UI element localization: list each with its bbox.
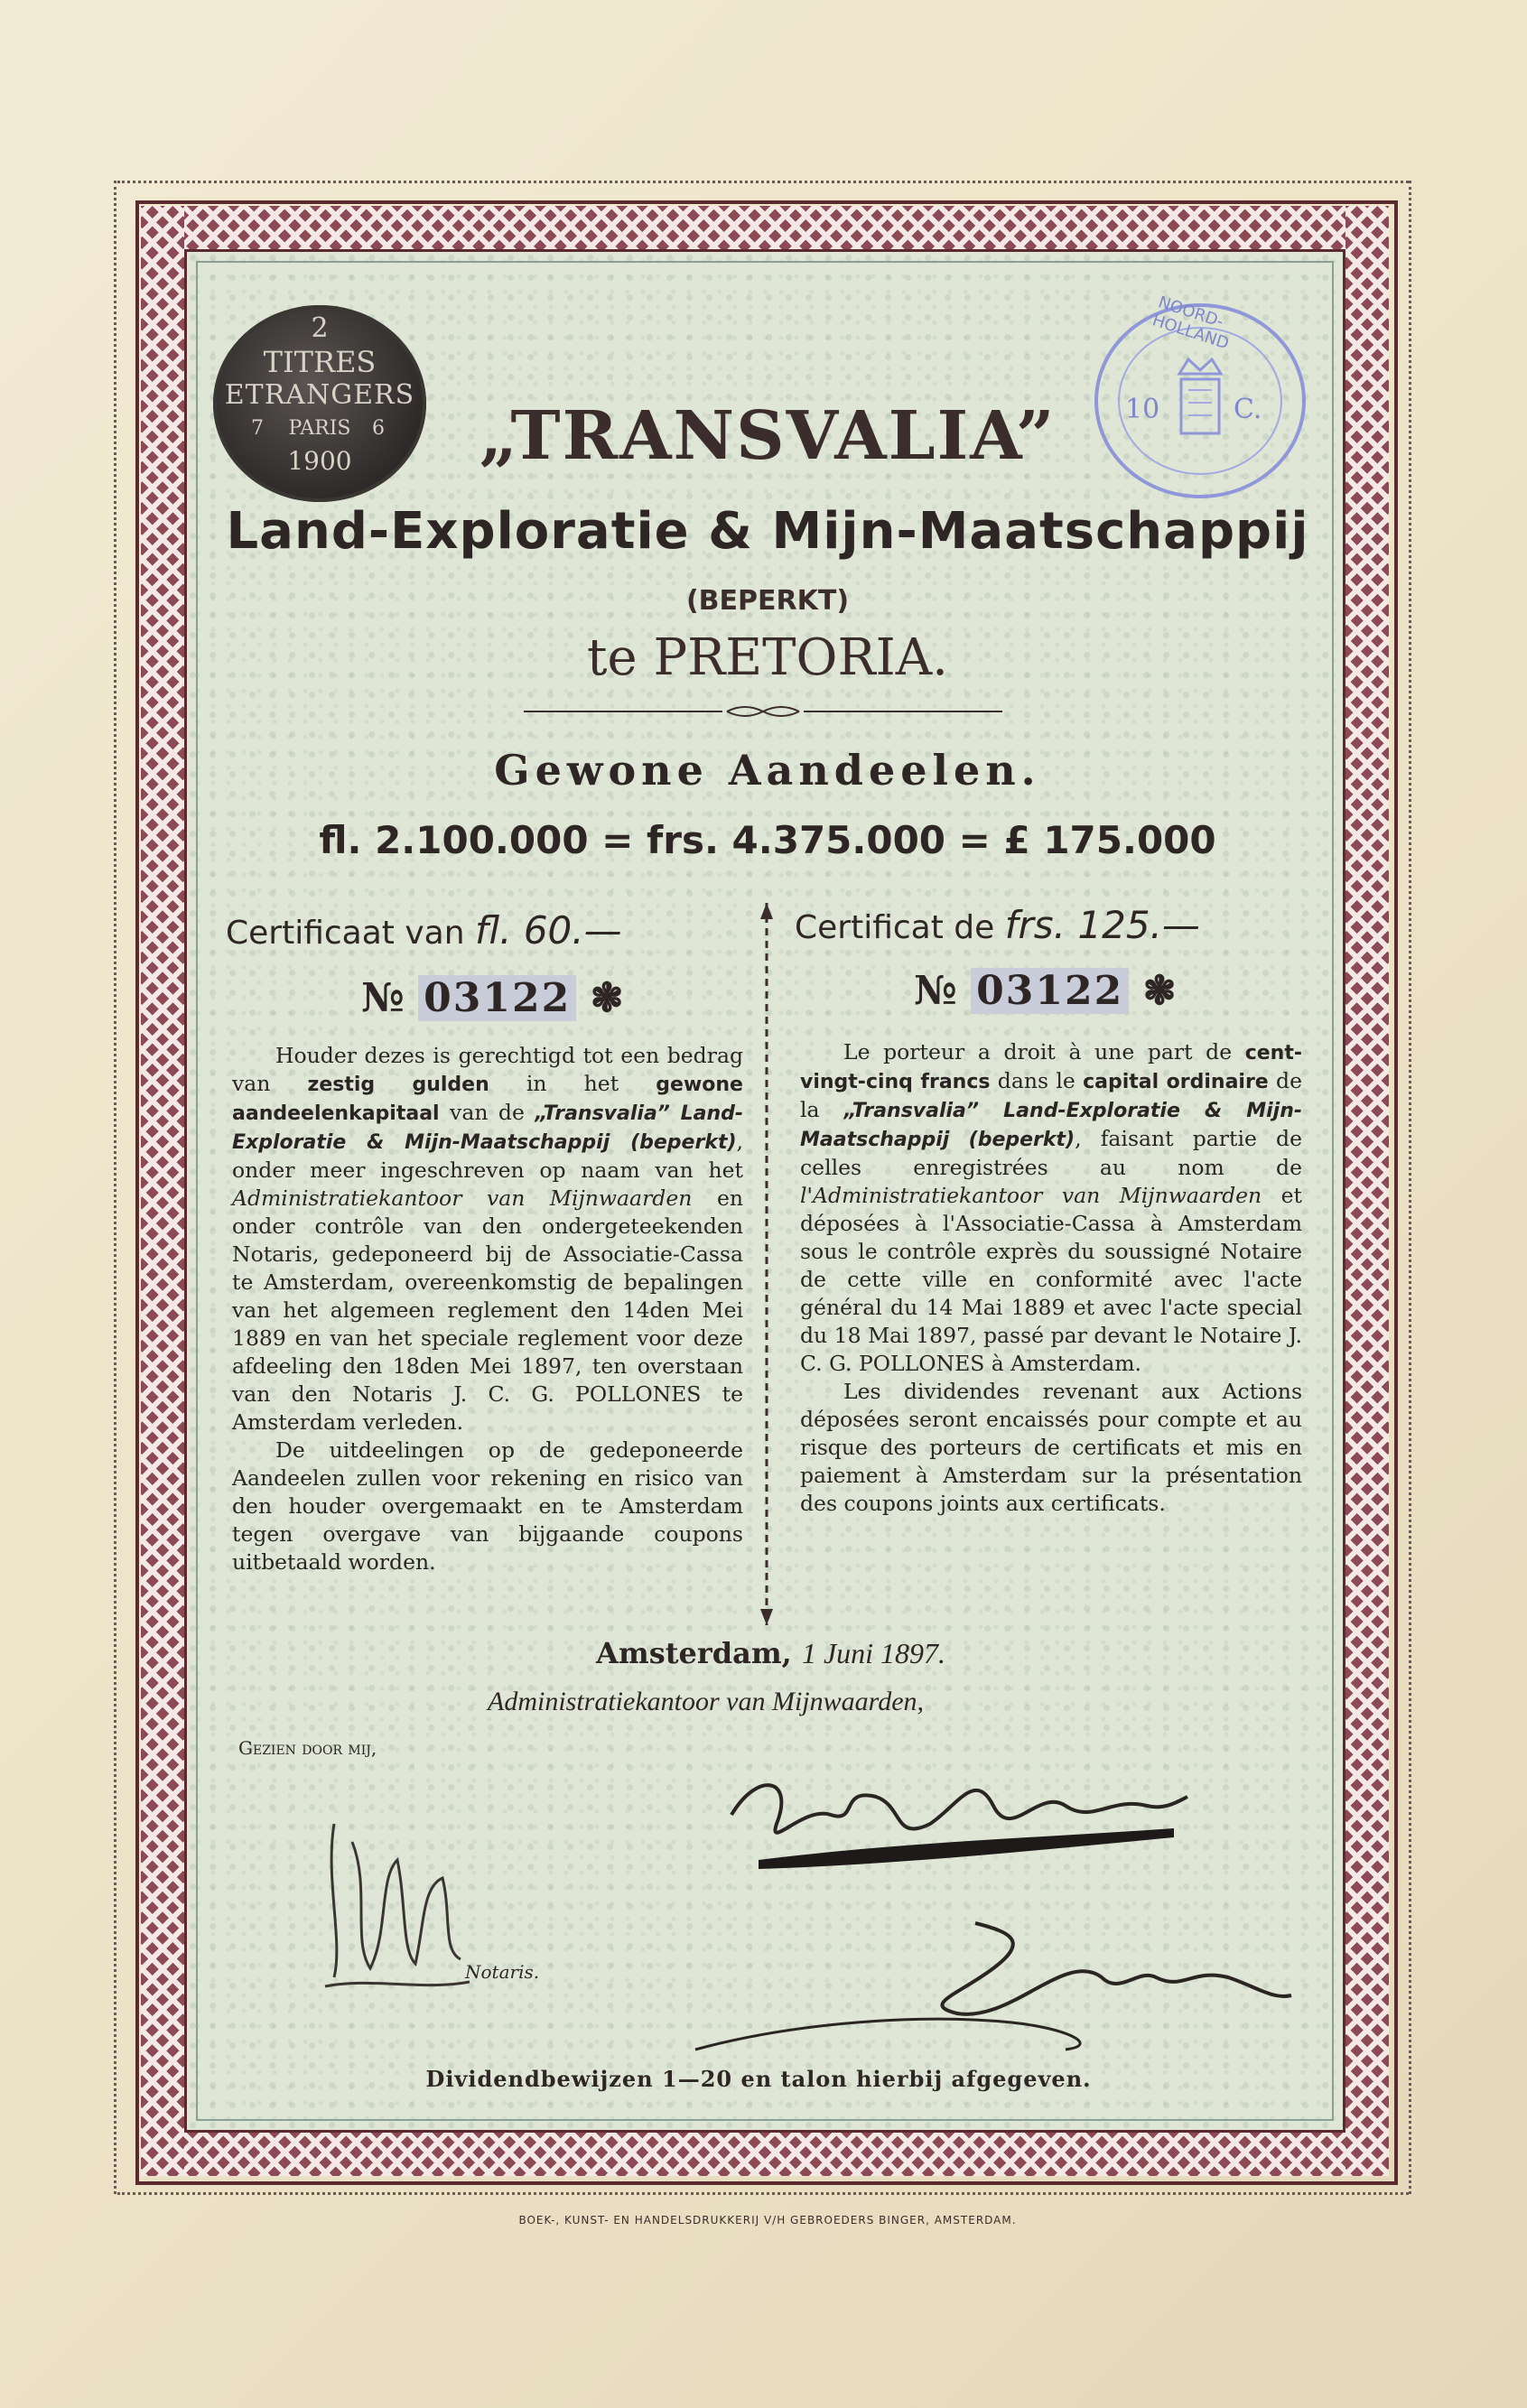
text: en onder contrôle van den ondergeteekenden Notaris, gedeponeerd bij de Associatie-Cassa te Amsterdam, overeenkomstig de bepalingen van het algemeen reglement den 14den Mei 1889 en van het speciale reglement voor deze afdeeling den 18den Mei 1897, ten overstaan van den Notaris J. C. G. POLLONES te Amsterdam verleden. xyxy=(232,1185,743,1435)
notary-label: Notaris. xyxy=(465,1961,540,1983)
stamp-text: 2 xyxy=(311,312,329,344)
director-signature-1-icon xyxy=(722,1752,1192,1878)
perforation-right xyxy=(1409,181,1428,2194)
text-bold: zestig gulden xyxy=(307,1074,489,1096)
cert-label: Certificat de xyxy=(795,909,995,946)
stamp-text: TITRES xyxy=(263,345,377,379)
date: 1 Juni 1897. xyxy=(801,1637,946,1669)
text-bold: capital ordinaire xyxy=(1083,1071,1269,1093)
place: Amsterdam, xyxy=(596,1636,792,1670)
text: , faisant partie de celles enregistrées au nom de xyxy=(800,1126,1302,1180)
stamp-text: 1900 xyxy=(287,446,352,476)
company-title: „TRANSVALIA” xyxy=(479,397,1057,475)
ornamental-border-left xyxy=(141,206,184,2176)
stamp-text: 7 xyxy=(251,417,264,440)
notary-signature-icon xyxy=(316,1806,479,1995)
number-prefix: № xyxy=(361,975,405,1021)
dutch-terms xyxy=(232,1042,743,1576)
certificate-number: 03122 xyxy=(971,968,1129,1014)
french-terms xyxy=(800,1038,1302,1518)
text: et déposées à l'Associatie-Cassa à Amsterdam sous le contrôle exprès du soussigné Notaire de cette ville en conformité avec l'acte général du 14 Mai 1889 et avec l'acte special du 18 Mai 1897, passé par devant le Notaire J. C. G. POLLONES à Amsterdam. xyxy=(800,1183,1302,1376)
seal-text: NOORD-HOLLAND xyxy=(1150,293,1232,354)
cert-amount: fl. 60.— xyxy=(475,908,622,953)
director-signature-2-icon xyxy=(686,1914,1300,2059)
text: de la xyxy=(800,1068,1302,1122)
text-bold: cent-vingt-cinq francs xyxy=(800,1042,1302,1093)
text: Le porteur a droit à une part de xyxy=(843,1039,1233,1065)
text-bold: gewone aandeelenkapitaal xyxy=(232,1074,743,1125)
dutch-paragraph-1 xyxy=(232,1042,743,1436)
ornamental-border-right xyxy=(1345,206,1389,2176)
cert-heading-dutch xyxy=(226,908,750,953)
place-date xyxy=(596,1636,1138,1670)
ornament-divider-icon xyxy=(524,702,1002,721)
company-subtitle: Land-Exploratie & Mijn-Maatschappij xyxy=(226,502,1309,561)
french-paragraph-1 xyxy=(800,1038,1302,1378)
number-prefix: № xyxy=(914,968,957,1014)
dutch-paragraph-2: De uitdeelingen op de gedeponeerde Aandeelen zullen voor rekening en risico van den houder overgemaakt en te Amsterdam tegen overgave van bijgaande coupons uitbetaald worden. xyxy=(232,1437,743,1575)
seal-value: 10 xyxy=(1125,394,1160,425)
text: dans le xyxy=(997,1068,1075,1093)
perforation-bottom xyxy=(117,2192,1409,2211)
perforation-top xyxy=(117,181,1409,200)
company-limited: (BEPERKT) xyxy=(685,585,850,617)
seal-unit: C. xyxy=(1234,394,1262,425)
text: van de xyxy=(450,1100,525,1125)
text: in het xyxy=(526,1071,619,1096)
text-bold-italic: „Transvalia” Land-Exploratie & Mijn-Maatschappij (beperkt) xyxy=(800,1100,1302,1151)
cert-amount: frs. 125.— xyxy=(1004,903,1200,947)
perforation-left xyxy=(114,181,133,2194)
certificate-number-left xyxy=(361,975,650,1021)
seen-by-label: Gezien door mij, xyxy=(238,1737,377,1759)
certificate-number-right xyxy=(914,968,1203,1014)
text-italic: l'Administratiekantoor van Mijnwaarden xyxy=(800,1183,1262,1208)
company-city: te PRETORIA. xyxy=(587,628,948,687)
cert-label: Certificaat van xyxy=(226,915,465,952)
ornamental-border-bottom xyxy=(141,2133,1389,2176)
asterisk-icon: ❃ xyxy=(1142,968,1177,1014)
asterisk-icon: ❃ xyxy=(590,975,624,1021)
text-italic: Administratiekantoor van Mijnwaarden xyxy=(232,1185,693,1211)
column-divider-icon xyxy=(757,903,777,1625)
administration-office: Administratiekantoor van Mijnwaarden, xyxy=(488,1687,925,1716)
share-type: Gewone Aandeelen. xyxy=(494,746,1041,795)
printer-credit: BOEK-, KUNST- EN HANDELSDRUKKERIJ V/H GEBROEDERS BINGER, AMSTERDAM. xyxy=(518,2214,1017,2227)
text: Houder dezes is gerechtigd tot een bedrag van xyxy=(232,1043,743,1096)
ornamental-border-top xyxy=(141,206,1389,249)
french-paragraph-2: Les dividendes revenant aux Actions déposées seront encaissés pour compte et au risque des porteurs de certificats et mis en paiement à Amsterdam sur la présentation des coupons joints aux certificats. xyxy=(800,1379,1302,1516)
dividend-note: Dividendbewijzen 1—20 en talon hierbij afgegeven. xyxy=(425,2066,1092,2092)
stamp-text: 6 xyxy=(372,417,385,440)
stamp-text: ETRANGERS xyxy=(224,379,415,411)
certificate-number: 03122 xyxy=(418,975,576,1021)
text-bold-italic: „Transvalia” Land-Exploratie & Mijn-Maatschappij (beperkt) xyxy=(232,1102,744,1154)
cert-heading-french xyxy=(795,903,1318,947)
text: , onder meer ingeschreven op naam van het xyxy=(232,1129,743,1183)
share-capital: fl. 2.100.000 = frs. 4.375.000 = £ 175.000 xyxy=(319,818,1216,862)
stamp-text: PARIS xyxy=(288,417,351,440)
